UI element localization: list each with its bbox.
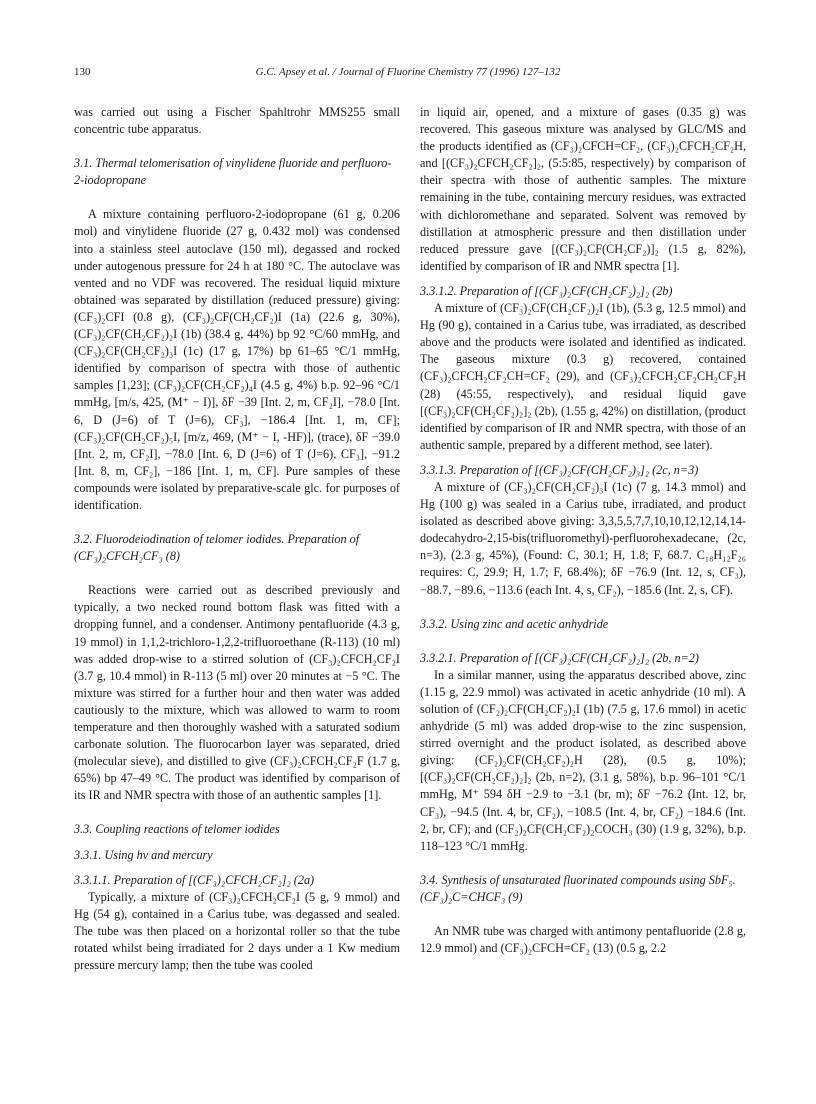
heading-3-3-1-2: 3.3.1.2. Preparation of [(CF₃)₂CF(CH₂CF₂)₂]₂ (2b) bbox=[420, 283, 673, 298]
heading-3-3-1-1: 3.3.1.1. Preparation of [(CF₃)₂CFCH₂CF₂]₂ (2a) bbox=[74, 872, 315, 887]
paragraph-3-3-1-3: A mixture of (CF₃)₂CF(CH₂CF₂)₃I (1c) (7 g, 14.3 mmol) and Hg (100 g) was sealed in a Carius tube, irradiated, and product isolated as described above giving: 3,3,5,5,7,7,10,10,12,12,14,14-dodecahydro-2,15-bis(trifluoromethyl)-perfluorohexadecane, (2c, n=3), (2.3 g, 45%), (Found: C, 30.1; H, 1.8; F, 68.7. C₁₈H₁₂F₂₆ requires: C, 29.9; H, 1.7; F, 68.4%); δF −76.9 (Int. 12, s, CF₃), −88.7, −89.6, −113.6 (each Int. 4, s, CF₂), −185.6 (Int. 2, s, CF). bbox=[420, 479, 746, 597]
heading-3-1: 3.1. Thermal telomerisation of vinylidene fluoride and perfluoro-2-iodopropane bbox=[74, 156, 392, 188]
paragraph-3-1: A mixture containing perfluoro-2-iodopropane (61 g, 0.206 mol) and vinylidene fluoride (27 g, 0.432 mol) was condensed into a stainless steel autoclave (150 ml), degassed and rocked under autogenous pressure for 24 h at 180 °C. The autoclave was vented and no VDF was recovered. The residual liquid mixture obtained was separated by distillation (reduced pressure) giving: (CF₃)₂CFI (0.8 g), (CF₃)₂CF(CH₂CF₂)I (1a) (22.6 g, 30%), (CF₃)₂CF(CH₂CF₂)₂I (1b) (38.4 g, 44%) bp 92 °C/60 mmHg, and (CF₃)₂CF(CH₂CF₂)₃I (1c) (17 g, 17%) bp 61–65 °C/1 mmHg, identified by comparison of spectra with those of authentic samples [1,23]; (CF₃)₂CF(CH₂CF₂)₄I (4.5 g, 4%) b.p. 92–96 °C/1 mmHg, [m/s, 425, (M⁺ − I)], δF −39 [Int. 2, m, CF₂I], −78.0 [Int. 6, D (J=6) of T (J=6), CF₃], −186.4 [Int. 1, m, CF]; (CF₃)₂CF(CH₂CF₂)₅I, [m/z, 469, (M⁺ − I, -HF)], (trace), δF −39.0 [Int. 2, m, CF₂I], −78.0 [Int. 6, D (J=6) of T (J=6), CF₃], −91.2 [Int. 8, m, CF₂], −186 [Int. 1, m, CF]. Pure samples of these compounds were isolated by preparative-scale glc. for purposes of identification. bbox=[74, 207, 400, 512]
heading-3-3-1-3: 3.3.1.3. Preparation of [(CF₃)₂CF(CH₂CF₂)₃]₂ (2c, n=3) bbox=[420, 462, 699, 477]
heading-3-3: 3.3. Coupling reactions of telomer iodides bbox=[74, 822, 280, 837]
heading-3-3-2: 3.3.2. Using zinc and acetic anhydride bbox=[420, 616, 609, 631]
paragraph-3-3-2-1: In a similar manner, using the apparatus described above, zinc (1.15 g, 22.9 mmol) was activated in acetic anhydride (10 ml). A solution of (CF₂)₂CF(CH₂CF₂)₂I (1b) (7.5 g, 17.6 mmol) in acetic anhydride (5 ml) was added drop-wise to the zinc suspension, stirred overnight and the product isolated, as described above giving: (CF₂)₂CF(CH₂CF₂)₂H (28), (0.5 g, 10%); [(CF₃)₂CF(CH₂CF₂)₂]₂ (2b, n=2), (3.1 g, 58%), b.p. 96–101 °C/1 mmHg, M⁺ 594 δH −2.9 to −3.1 (br, m); δF −76.2 (Int. 12, br, CF₃), −94.5 (Int. 4, br, CF₂), −108.5 (Int. 4, br, CF₂) −184.6 (Int. 2, br, CF); and (CF₂)₂CF(CH₂CF₂)₂COCH₃ (30) (1.9 g, 32%), b.p. 118–123 °C/1 mmHg. bbox=[420, 667, 746, 853]
paragraph-3-4: An NMR tube was charged with antimony pentafluoride (2.8 g, 12.9 mmol) and (CF₃)₂CFCH=CF₂ (13) (0.5 g, 2.2 bbox=[420, 924, 746, 956]
paragraph-3-3-1-2: A mixture of (CF₃)₂CF(CH₂CF₂)₂I (1b), (5.3 g, 12.5 mmol) and Hg (90 g), contained in a Carius tube, was irradiated, as described above and the products were isolated and identified as indicated. The gaseous mixture (0.3 g) recovered, contained (CF₃)₂CFCH₂CF₂CH=CF₂ (29), and (CF₃)₂CFCH₂CF₂CH₂CF₂H (28) (45:55, respectively), and residual liquid gave [(CF₃)₂CF(CH₂CF₂)₂]₂ (2b), (1.55 g, 42%) on distillation, (product identified by comparison of IR and NMR spectra, with those of an authentic sample, prepared by a different method, see later). bbox=[420, 301, 746, 452]
heading-3-4: 3.4. Synthesis of unsaturated fluorinated compounds using SbF₅. (CF₃)₂C=CHCF₃ (9) bbox=[420, 872, 736, 904]
heading-3-3-1: 3.3.1. Using hν and mercury bbox=[74, 847, 213, 862]
running-header bbox=[74, 66, 742, 82]
paragraph-continued: in liquid air, opened, and a mixture of gases (0.35 g) was recovered. This gaseous mixture was analysed by GLC/MS and the products identified as (CF₃)₂CFCH=CF₂, (CF₃)₂CFCH₂CF₂H, and [(CF₃)₂CFCH₂CF₂]₂, (5:5:85, respectively) by comparison of their spectra with those of authentic samples. The mixture remaining in the tube, containing mercury residues, was extracted with dichloromethane and separated. Solvent was removed by distillation at atmospheric pressure and then distillation under reduced pressure gave [(CF₃)₂CF(CH₂CF₂)]₂ (1.5 g, 82%), identified by comparison of IR and NMR spectra [1]. bbox=[420, 105, 746, 273]
left-column bbox=[74, 104, 400, 974]
heading-3-2: 3.2. Fluorodeiodination of telomer iodides. Preparation of (CF₃)₂CFCH₂CF₃ (8) bbox=[74, 532, 360, 564]
paragraph-intro: was carried out using a Fischer Spahltrohr MMS255 small concentric tube apparatus. bbox=[74, 105, 400, 137]
page-number: 130 bbox=[74, 66, 91, 78]
running-head: G.C. Apsey et al. / Journal of Fluorine Chemistry 77 (1996) 127–132 bbox=[255, 66, 561, 78]
paragraph-3-2: Reactions were carried out as described previously and typically, a two necked round bottom flask was fitted with a dropping funnel, and a condenser. Antimony pentafluoride (4.3 g, 19 mmol) in 1,1,2-trichloro-1,2,2-trifluoroethane (R-113) (10 ml) was added drop-wise to a stirred solution of (CF₃)₂CFCH₂CF₂I (3.7 g, 10.4 mmol) in R-113 (5 ml) over 20 minutes at −5 °C. The mixture was stirred for a further hour and then water was added cautiously to the mixture, which was allowed to warm to room temperature and then thoroughly washed with a saturated sodium carbonate solution. The fluorocarbon layer was separated, dried (molecular sieve), and distilled to give (CF₃)₂CFCH₂CF₂F (1.7 g, 65%) bp 47–49 °C. The product was identified by comparison of its IR and NMR spectra with those of an authentic samples [1]. bbox=[74, 583, 400, 803]
paragraph-3-3-1-1: Typically, a mixture of (CF₃)₂CFCH₂CF₂I (5 g, 9 mmol) and Hg (54 g), contained in a Carius tube, was degassed and sealed. The tube was then placed on a horizontal roller so that the tube rotated whilst being irradiated for 2 days under a 1 Kw medium pressure mercury lamp; then the tube was cooled bbox=[74, 889, 400, 973]
heading-3-3-2-1: 3.3.2.1. Preparation of [(CF₃)₂CF(CH₂CF₂)₂]₂ (2b, n=2) bbox=[420, 650, 699, 665]
right-column bbox=[420, 104, 746, 957]
